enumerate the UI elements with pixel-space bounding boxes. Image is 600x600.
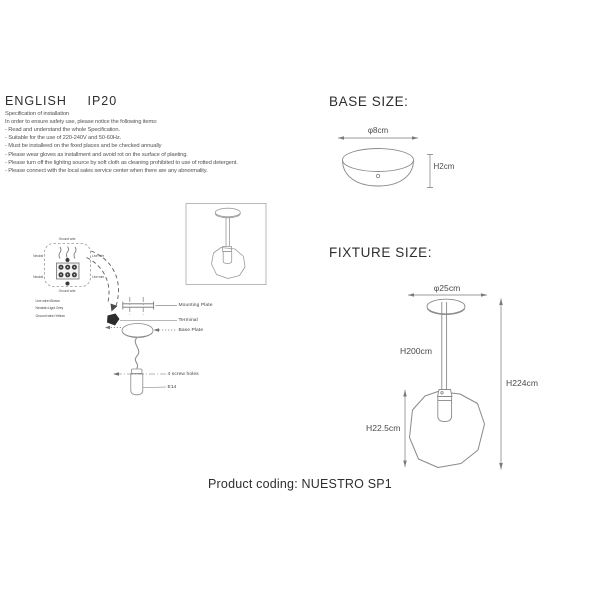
- total-height-dim: H224cm: [506, 377, 538, 388]
- globe-height-dim: H22.5cm: [366, 423, 401, 433]
- base-height-dim: H2cm: [433, 162, 455, 171]
- fixture-size-drawing: [403, 293, 503, 469]
- wiring-live-top-label: Live wire: [92, 253, 105, 258]
- base-diameter-dim: φ8cm: [367, 125, 389, 135]
- wiring-ground-top-label: Ground wire: [58, 236, 76, 241]
- base-size-heading: BASE SIZE:: [329, 94, 409, 109]
- product-coding: Product coding: NUESTRO SP1: [208, 476, 392, 491]
- spec-item: - Suitable for the use of 220-240V and 50-60Hz.: [5, 135, 122, 142]
- wire-key-ground: Ground wire=Yellow: [35, 313, 65, 318]
- junction-to-fixture-arrows: [87, 251, 119, 312]
- wire-key-neutral: Neutral=Ligut Grey: [35, 306, 64, 311]
- spec-item: - Read and understand the whole Specification.: [5, 126, 120, 133]
- spec-title: Specification of installation: [5, 110, 69, 117]
- wire-color-key: [36, 298, 65, 320]
- install-diagram: [105, 297, 177, 395]
- wiring-diagram: [45, 244, 91, 287]
- base-plate-label: Base Plate: [178, 327, 204, 333]
- spec-item: - Please wear gloves as installment and avoid rot on the surface of plaeting.: [5, 151, 188, 158]
- wiring-ground-bottom-label: Ground wire: [58, 288, 76, 293]
- fixture-diameter-dim: φ25cm: [433, 282, 461, 293]
- socket-type-label: E14: [167, 384, 177, 390]
- terminal-label: Terminal: [178, 317, 198, 323]
- wiring-neutral-top-label: Neutral: [33, 253, 43, 258]
- ip-rating-label: IP20: [87, 93, 118, 108]
- rod-height-dim: H200cm: [400, 346, 432, 356]
- spec-item: - Must be installeed on the fixed places and be checked annually: [5, 143, 162, 150]
- spec-item: - Please connect with the local sales service center when there are any abnormality.: [5, 167, 208, 174]
- wiring-live-bottom-label: Live wire: [92, 275, 105, 279]
- language-label: ENGLISH: [5, 93, 67, 108]
- spec-intro: In order to ensure safety use, please notice the following items:: [5, 118, 158, 125]
- mounting-plate-label: Mounting Plate: [178, 302, 213, 308]
- pendant-thumbnail: [186, 204, 266, 285]
- wiring-neutral-bottom-label: Neutral: [33, 275, 43, 279]
- screw-holes-label: 4 screw holes: [167, 371, 199, 377]
- wire-key-live: Live wire=Brown: [35, 299, 60, 303]
- specification-text: [5, 110, 238, 176]
- spec-item: - Please turn off the lighitng source by soft cloth as cleaning prohibited to use of rotted detergent.: [5, 159, 238, 166]
- fixture-size-heading: FIXTURE SIZE:: [329, 245, 433, 260]
- base-size-drawing: [338, 136, 433, 187]
